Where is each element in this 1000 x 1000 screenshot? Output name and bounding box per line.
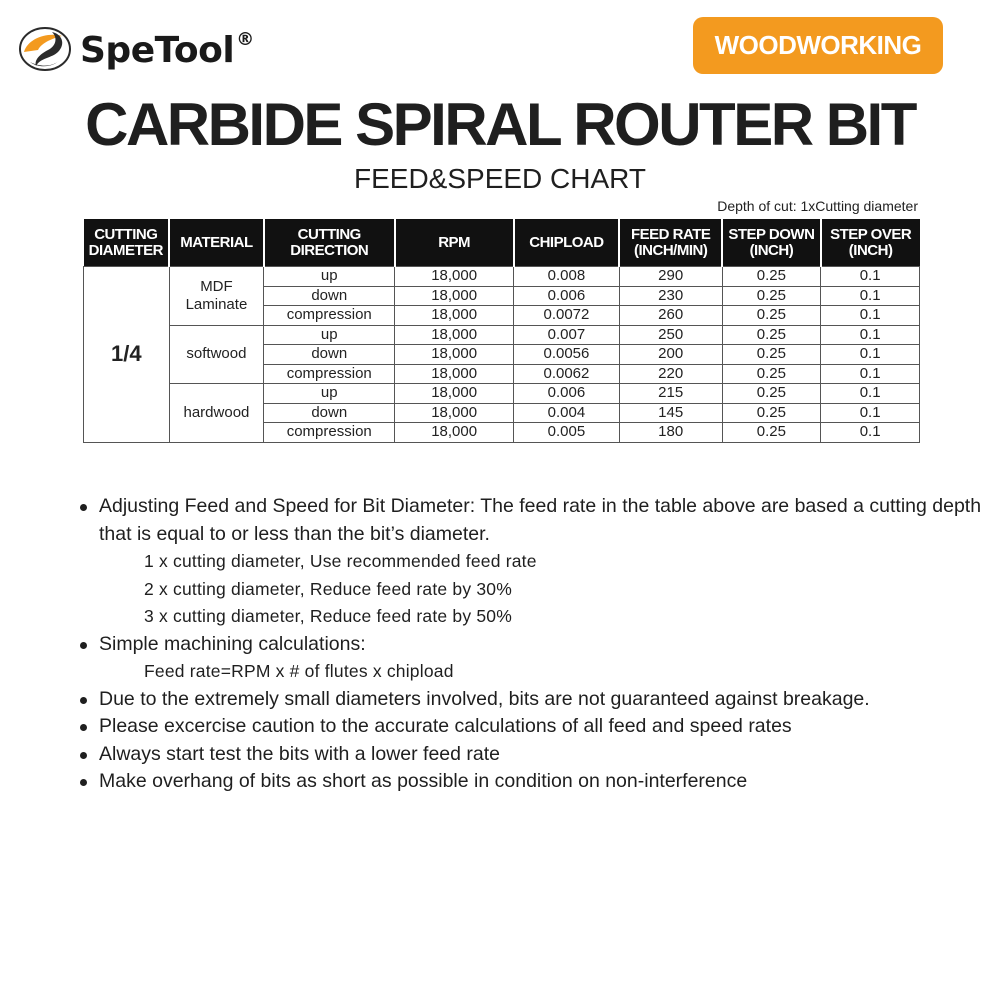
table-row: [84, 267, 920, 287]
note-adjusting: Adjusting Feed and Speed for Bit Diameter: The feed rate in the table above are based a cutting depth that is equal to or less than the bit’s diameter.: [78, 493, 988, 548]
cell-direction: down: [264, 403, 395, 423]
cell-feed-rate: 145: [619, 403, 722, 423]
note-item: Due to the extremely small diameters involved, bits are not guaranteed against breakage.: [78, 686, 988, 714]
cell-rpm: 18,000: [395, 364, 514, 384]
cell-feed-rate: 290: [619, 267, 722, 287]
header-cutting-diameter: CUTTING DIAMETER: [84, 219, 170, 267]
table-row: [84, 384, 920, 404]
cell-step-over: 0.1: [821, 364, 920, 384]
header-step-down: STEP DOWN (INCH): [722, 219, 821, 267]
bullet-icon: [80, 752, 87, 759]
cell-step-over: 0.1: [821, 403, 920, 423]
header-cutting-direction: CUTTING DIRECTION: [264, 219, 395, 267]
registered-mark: ®: [236, 28, 254, 50]
cell-material-hardwood: hardwood: [169, 384, 264, 443]
cell-direction: down: [264, 286, 395, 306]
cell-direction: up: [264, 384, 395, 404]
cell-step-down: 0.25: [722, 325, 821, 345]
cell-rpm: 18,000: [395, 403, 514, 423]
cell-chipload: 0.008: [514, 267, 620, 287]
cell-chipload: 0.005: [514, 423, 620, 443]
cell-rpm: 18,000: [395, 384, 514, 404]
cell-direction: compression: [264, 306, 395, 326]
cell-rpm: 18,000: [395, 267, 514, 287]
depth-note: Depth of cut: 1xCutting diameter: [717, 198, 918, 214]
bullet-icon: [80, 504, 87, 511]
spetool-logo-icon: [18, 22, 72, 74]
note-calculations: Simple machining calculations:: [78, 631, 988, 659]
feed-speed-table: [83, 219, 920, 443]
cell-rpm: 18,000: [395, 306, 514, 326]
bullet-icon: [80, 642, 87, 649]
note-sub-item: 3 x cutting diameter, Reduce feed rate by 50%: [144, 606, 512, 626]
cell-feed-rate: 260: [619, 306, 722, 326]
cell-chipload: 0.0062: [514, 364, 620, 384]
cell-step-down: 0.25: [722, 384, 821, 404]
note-item: Always start test the bits with a lower feed rate: [78, 741, 988, 769]
cell-direction: compression: [264, 423, 395, 443]
page-subtitle: FEED&SPEED CHART: [354, 163, 646, 194]
table-row: [84, 325, 920, 345]
cell-step-down: 0.25: [722, 306, 821, 326]
cell-rpm: 18,000: [395, 325, 514, 345]
cell-step-down: 0.25: [722, 403, 821, 423]
cell-chipload: 0.007: [514, 325, 620, 345]
cell-feed-rate: 230: [619, 286, 722, 306]
cell-chipload: 0.0072: [514, 306, 620, 326]
page-title: CARBIDE SPIRAL ROUTER BIT: [85, 91, 915, 158]
cell-feed-rate: 250: [619, 325, 722, 345]
cell-rpm: 18,000: [395, 286, 514, 306]
cell-step-down: 0.25: [722, 267, 821, 287]
cell-material-mdf: MDF Laminate: [169, 267, 264, 326]
cell-step-over: 0.1: [821, 423, 920, 443]
note-sub-item: 2 x cutting diameter, Reduce feed rate by 30%: [144, 578, 512, 599]
cell-step-over: 0.1: [821, 345, 920, 365]
note-item: Please excercise caution to the accurate calculations of all feed and speed rates: [78, 713, 988, 741]
header-feed-rate: FEED RATE (INCH/MIN): [619, 219, 722, 267]
brand-name: SpeTool ®: [80, 28, 254, 71]
cell-diameter: 1/4: [84, 267, 170, 443]
note-sub-item: 1 x cutting diameter, Use recommended feed rate: [144, 551, 537, 571]
cell-rpm: 18,000: [395, 345, 514, 365]
cell-step-down: 0.25: [722, 286, 821, 306]
cell-chipload: 0.0056: [514, 345, 620, 365]
header-chipload: CHIPLOAD: [514, 219, 620, 267]
note-item: Make overhang of bits as short as possible in condition on non-interference: [78, 768, 988, 796]
brand-logo: [18, 22, 254, 74]
cell-step-over: 0.1: [821, 267, 920, 287]
cell-step-over: 0.1: [821, 325, 920, 345]
cell-step-over: 0.1: [821, 286, 920, 306]
cell-feed-rate: 200: [619, 345, 722, 365]
bullet-icon: [80, 779, 87, 786]
header-rpm: RPM: [395, 219, 514, 267]
woodworking-badge: WOODWORKING: [693, 17, 943, 74]
cell-rpm: 18,000: [395, 423, 514, 443]
header-step-over: STEP OVER (INCH): [821, 219, 920, 267]
note-sub-item: Feed rate=RPM x # of flutes x chipload: [144, 661, 454, 681]
cell-direction: compression: [264, 364, 395, 384]
cell-step-down: 0.25: [722, 423, 821, 443]
table-header-row: [84, 219, 920, 267]
cell-direction: down: [264, 345, 395, 365]
cell-step-down: 0.25: [722, 364, 821, 384]
cell-direction: up: [264, 267, 395, 287]
cell-chipload: 0.006: [514, 384, 620, 404]
cell-step-over: 0.1: [821, 384, 920, 404]
cell-feed-rate: 215: [619, 384, 722, 404]
cell-feed-rate: 220: [619, 364, 722, 384]
cell-chipload: 0.004: [514, 403, 620, 423]
bullet-icon: [80, 697, 87, 704]
cell-feed-rate: 180: [619, 423, 722, 443]
cell-step-down: 0.25: [722, 345, 821, 365]
cell-chipload: 0.006: [514, 286, 620, 306]
header-material: MATERIAL: [169, 219, 264, 267]
cell-direction: up: [264, 325, 395, 345]
bullet-icon: [80, 724, 87, 731]
notes-section: [78, 493, 988, 796]
cell-material-softwood: softwood: [169, 325, 264, 384]
cell-step-over: 0.1: [821, 306, 920, 326]
